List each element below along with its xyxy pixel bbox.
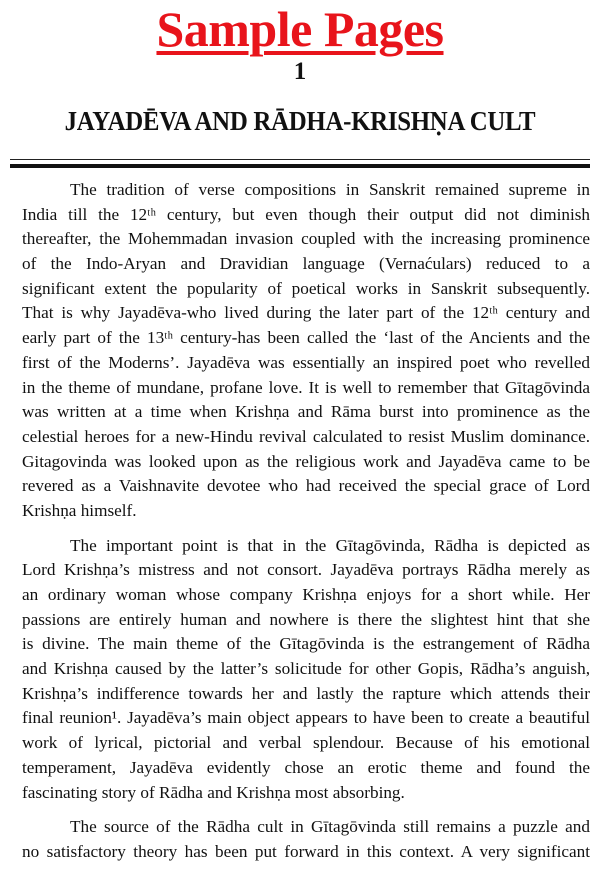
title-rule-thin [10, 159, 590, 160]
text-line: celestial heroes for a new-Hindu revival calculated to resist Muslim dominance. [22, 426, 590, 446]
text-line: is divine. The main theme of the Gītagōvinda is the estrangement of Rādha [22, 634, 590, 654]
paragraph [22, 815, 590, 864]
text-line: work of lyrical, pictorial and verbal splendour. Because of his emotional [22, 733, 590, 753]
text-line: The tradition of verse compositions in Sanskrit remained supreme in [70, 180, 590, 199]
paragraph [22, 534, 590, 806]
text-line: of the Indo-Aryan and Dravidian language (Vernaćulars) reduced to a [22, 254, 590, 274]
text-line: India till the 12ᵗʰ century, but even though their output did not diminish [22, 204, 590, 224]
text-line: early part of the 13ᵗʰ century-has been called the ‘last of the Ancients and the [22, 328, 590, 348]
text-line: temperament, Jayadēva evidently chose an erotic theme and found the [22, 757, 590, 777]
text-line: final reunion¹. Jayadēva’s main object appears to have been to create a beautiful [22, 708, 590, 728]
text-line: Krishṇa himself. [22, 500, 137, 520]
text-line: The important point is that in the Gītagōvinda, Rādha is depicted as [70, 535, 590, 555]
text-line: Krishṇa’s indifference towards her and lastly the rapture which attends their [22, 683, 590, 703]
chapter-title: JAYADĒVA AND RĀDHA-KRISHṆA CULT [64, 106, 536, 136]
text-line: thereafter, the Mohemmadan invasion coupled with the increasing prominence [22, 229, 590, 249]
text-line: significant extent the popularity of poetical works in Sanskrit subsequently. [22, 278, 590, 298]
text-line: The source of the Rādha cult in Gītagōvinda still remains a puzzle and [70, 817, 590, 837]
text-line: passions are entirely human and nowhere is there the slightest hint that she [22, 609, 590, 629]
chapter-number: 1 [293, 58, 307, 85]
title-rule-thick [10, 164, 590, 168]
banner-text: Sample Pages [156, 1, 444, 57]
text-line: Lord Krishṇa’s mistress and not consort. Jayadēva portrays Rādha merely as [22, 560, 590, 580]
text-line: Gitagovinda was looked upon as the religious work and Jayadēva came to be [22, 451, 590, 471]
text-line: revered as a Vaishnavite devotee who had received the special grace of Lord [22, 476, 590, 496]
text-line: fascinating story of Rādha and Krishṇa most absorbing. [22, 782, 405, 802]
text-line: and Krishṇa caused by the latter’s solicitude for other Gopis, Rādha’s anguish, [22, 659, 590, 679]
paragraph [22, 178, 590, 524]
sample-pages-banner [0, 2, 600, 56]
body-text [22, 178, 590, 875]
text-line: first of the Moderns’. Jayadēva was essentially an inspired poet who revelled [22, 352, 590, 372]
text-line: an ordinary woman whose company Krishṇa enjoys for a short while. Her [22, 585, 590, 604]
text-line: That is why Jayadēva-who lived during the later part of the 12ᵗʰ century and [22, 303, 590, 323]
text-line: was written at a time when Krishṇa and Rāma burst into prominence as the [22, 402, 590, 422]
text-line: no satisfactory theory has been put forward in this context. A very significant [22, 841, 590, 861]
text-line: in the theme of mundane, profane love. It is well to remember that Gītagōvinda [22, 377, 590, 397]
